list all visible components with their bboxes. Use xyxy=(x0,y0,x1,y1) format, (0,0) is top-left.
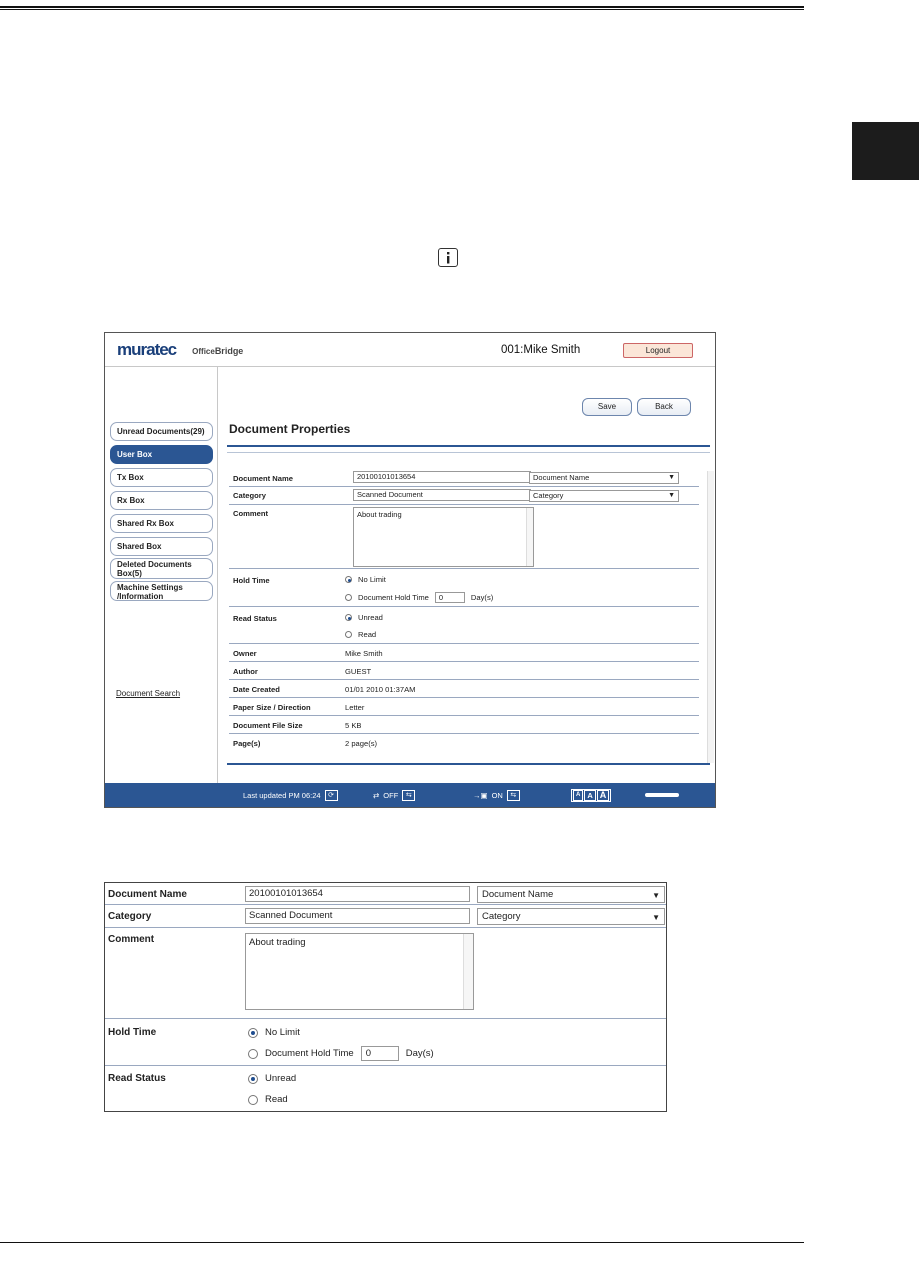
save-button[interactable]: Save xyxy=(582,398,632,416)
row-comment xyxy=(229,505,699,569)
properties-scrollbar[interactable] xyxy=(707,471,714,763)
row-author xyxy=(229,662,699,680)
author-label: Author xyxy=(233,667,258,676)
chapter-tab xyxy=(852,122,919,180)
read-read-radio[interactable] xyxy=(345,631,352,638)
zoom-comment-textarea[interactable] xyxy=(245,933,474,1010)
app-header xyxy=(105,333,715,367)
sidebar-item-machine-settings[interactable]: Machine Settings /Information xyxy=(110,581,213,601)
row-category xyxy=(229,487,699,505)
hold-days-input[interactable]: 0 xyxy=(435,592,465,603)
zoom-comment-text: About trading xyxy=(249,937,306,948)
document-name-select-value: Document Name xyxy=(533,473,590,482)
zoom-hold-document-time-radio[interactable] xyxy=(248,1049,258,1059)
swap-icon[interactable]: ⇆ xyxy=(402,790,415,801)
title-divider xyxy=(227,445,710,447)
zoom-category-select-value: Category xyxy=(482,911,521,922)
hold-days-unit: Day(s) xyxy=(470,593,494,602)
category-label: Category xyxy=(233,491,266,500)
chevron-down-icon: ▼ xyxy=(668,474,675,481)
zoom-hold-no-limit-option[interactable] xyxy=(248,1027,300,1038)
owner-label: Owner xyxy=(233,649,257,658)
pages-value: 2 page(s) xyxy=(345,739,378,748)
zoom-read-unread-label: Unread xyxy=(265,1073,297,1084)
font-size-medium-button[interactable]: A xyxy=(584,790,595,801)
comment-scrollbar[interactable] xyxy=(526,508,533,566)
screenshot-window xyxy=(104,332,716,808)
zoom-hold-days-input[interactable]: 0 xyxy=(361,1046,399,1061)
zoom-hold-days-unit: Day(s) xyxy=(405,1048,434,1059)
zoom-row-hold-time xyxy=(105,1019,666,1066)
status-bar xyxy=(105,783,715,807)
row-file-size xyxy=(229,716,699,734)
logo-product-a: Office xyxy=(192,347,215,356)
owner-value: Mike Smith xyxy=(345,649,383,658)
zoom-row-document-name xyxy=(105,883,666,905)
zoom-read-unread-option[interactable] xyxy=(248,1073,296,1084)
chevron-down-icon: ▼ xyxy=(652,891,660,900)
user-name: 001:Mike Smith xyxy=(501,344,581,356)
machine-state: ON xyxy=(491,790,503,800)
row-paper-size xyxy=(229,698,699,716)
zoom-hold-no-limit-label: No Limit xyxy=(265,1027,300,1038)
hold-document-time-radio[interactable] xyxy=(345,594,352,601)
zoom-hold-document-time-option[interactable] xyxy=(248,1046,434,1061)
zoom-document-name-select[interactable] xyxy=(477,886,665,903)
comment-label: Comment xyxy=(233,509,269,518)
row-pages xyxy=(229,734,699,752)
date-created-value: 01/01 2010 01:37AM xyxy=(345,685,416,694)
row-hold-time xyxy=(229,569,699,607)
sidebar xyxy=(105,367,218,783)
file-size-label: Document File Size xyxy=(233,721,303,730)
info-icon xyxy=(438,248,458,267)
document-name-label: Document Name xyxy=(233,474,293,483)
file-size-value: 5 KB xyxy=(345,721,362,730)
font-size-selector xyxy=(571,783,611,807)
hold-no-limit-label: No Limit xyxy=(358,575,386,584)
chevron-down-icon: ▼ xyxy=(652,913,660,922)
sidebar-item-shared-box[interactable]: Shared Box xyxy=(110,537,213,556)
page-title: Document Properties xyxy=(229,422,351,436)
document-name-input[interactable]: 20100101013654 xyxy=(353,471,531,483)
category-select[interactable] xyxy=(529,490,679,502)
zoom-category-select[interactable] xyxy=(477,908,665,925)
document-search-link[interactable]: Document Search xyxy=(116,689,181,698)
zoom-read-read-option[interactable] xyxy=(248,1094,288,1105)
font-size-large-button[interactable]: A xyxy=(597,790,610,801)
zoom-read-read-label: Read xyxy=(265,1094,288,1105)
row-document-name xyxy=(229,469,699,487)
logout-button[interactable]: Logout xyxy=(623,343,693,358)
zoom-document-name-input[interactable]: 20100101013654 xyxy=(245,886,470,902)
sidebar-item-shared-rx-box[interactable]: Shared Rx Box xyxy=(110,514,213,533)
last-updated xyxy=(243,783,338,807)
document-name-select[interactable] xyxy=(529,472,679,484)
read-status-label: Read Status xyxy=(233,614,277,623)
zoom-comment-label: Comment xyxy=(108,934,155,945)
zoom-hold-document-time-label: Document Hold Time xyxy=(265,1048,354,1059)
comment-textarea[interactable] xyxy=(353,507,534,567)
hold-no-limit-radio[interactable] xyxy=(345,576,352,583)
row-read-status xyxy=(229,607,699,644)
paper-size-value: Letter xyxy=(345,703,365,712)
back-button[interactable]: Back xyxy=(637,398,691,416)
sidebar-item-tx-box[interactable]: Tx Box xyxy=(110,468,213,487)
machine-status xyxy=(473,783,520,807)
sidebar-item-user-box[interactable]: User Box xyxy=(110,445,213,464)
user-transfer-status xyxy=(373,783,415,807)
bottom-rule xyxy=(0,1242,804,1243)
user-transfer-state: OFF xyxy=(383,790,399,800)
comment-text: About trading xyxy=(357,510,402,519)
font-size-small-button[interactable]: A xyxy=(573,790,583,801)
zoom-document-name-select-value: Document Name xyxy=(482,889,554,900)
logo-product xyxy=(192,345,243,358)
zoom-comment-scrollbar[interactable] xyxy=(463,934,473,1009)
read-read-option[interactable] xyxy=(345,630,376,639)
hold-time-label: Hold Time xyxy=(233,576,270,585)
zoomed-properties-panel xyxy=(104,882,667,1112)
author-value: GUEST xyxy=(345,667,372,676)
zoom-row-category xyxy=(105,905,666,928)
zoom-document-name-label: Document Name xyxy=(108,889,187,900)
last-updated-text: Last updated PM 06:24 xyxy=(243,790,321,800)
zoom-category-label: Category xyxy=(108,911,152,922)
zoom-read-status-label: Read Status xyxy=(108,1073,166,1084)
main-content xyxy=(219,367,715,783)
read-unread-label: Unread xyxy=(358,613,383,622)
sidebar-item-unread-documents[interactable]: Unread Documents(29) xyxy=(110,422,213,441)
machine-icon: →▣ xyxy=(473,790,488,800)
row-date-created xyxy=(229,680,699,698)
swap-icon[interactable]: ⇆ xyxy=(507,790,520,801)
zoom-hold-time-label: Hold Time xyxy=(108,1027,157,1038)
hold-no-limit-option[interactable] xyxy=(345,575,386,584)
zoom-row-read-status xyxy=(105,1066,666,1111)
read-read-label: Read xyxy=(358,630,377,639)
sidebar-item-deleted-documents-box[interactable]: Deleted Documents Box(5) xyxy=(110,558,213,579)
top-rule xyxy=(0,6,804,10)
category-input[interactable]: Scanned Document xyxy=(353,489,531,501)
logo-product-b: Bridge xyxy=(214,346,244,356)
zoom-category-input[interactable]: Scanned Document xyxy=(245,908,470,924)
zoom-read-read-radio[interactable] xyxy=(248,1095,258,1105)
pages-label: Page(s) xyxy=(233,739,261,748)
thin-divider xyxy=(227,452,710,453)
read-unread-radio[interactable] xyxy=(345,614,352,621)
zoom-row-comment xyxy=(105,928,666,1019)
read-unread-option[interactable] xyxy=(345,613,383,622)
muratec-logo xyxy=(117,342,243,358)
sidebar-item-rx-box[interactable]: Rx Box xyxy=(110,491,213,510)
zoom-read-unread-radio[interactable] xyxy=(248,1074,258,1084)
zoom-hold-no-limit-radio[interactable] xyxy=(248,1028,258,1038)
category-select-value: Category xyxy=(533,491,564,500)
paper-size-label: Paper Size / Direction xyxy=(233,703,311,712)
logo-brand: muratec xyxy=(117,340,177,359)
row-owner xyxy=(229,644,699,662)
user-transfer-icon: ⇄ xyxy=(373,790,380,800)
refresh-icon[interactable]: ⟳ xyxy=(325,790,338,801)
zoom-slider[interactable] xyxy=(645,793,679,797)
chevron-down-icon: ▼ xyxy=(668,492,675,499)
hold-document-time-option[interactable] xyxy=(345,592,493,603)
bottom-divider xyxy=(227,763,710,765)
hold-document-time-label: Document Hold Time xyxy=(358,593,429,602)
date-created-label: Date Created xyxy=(233,685,280,694)
